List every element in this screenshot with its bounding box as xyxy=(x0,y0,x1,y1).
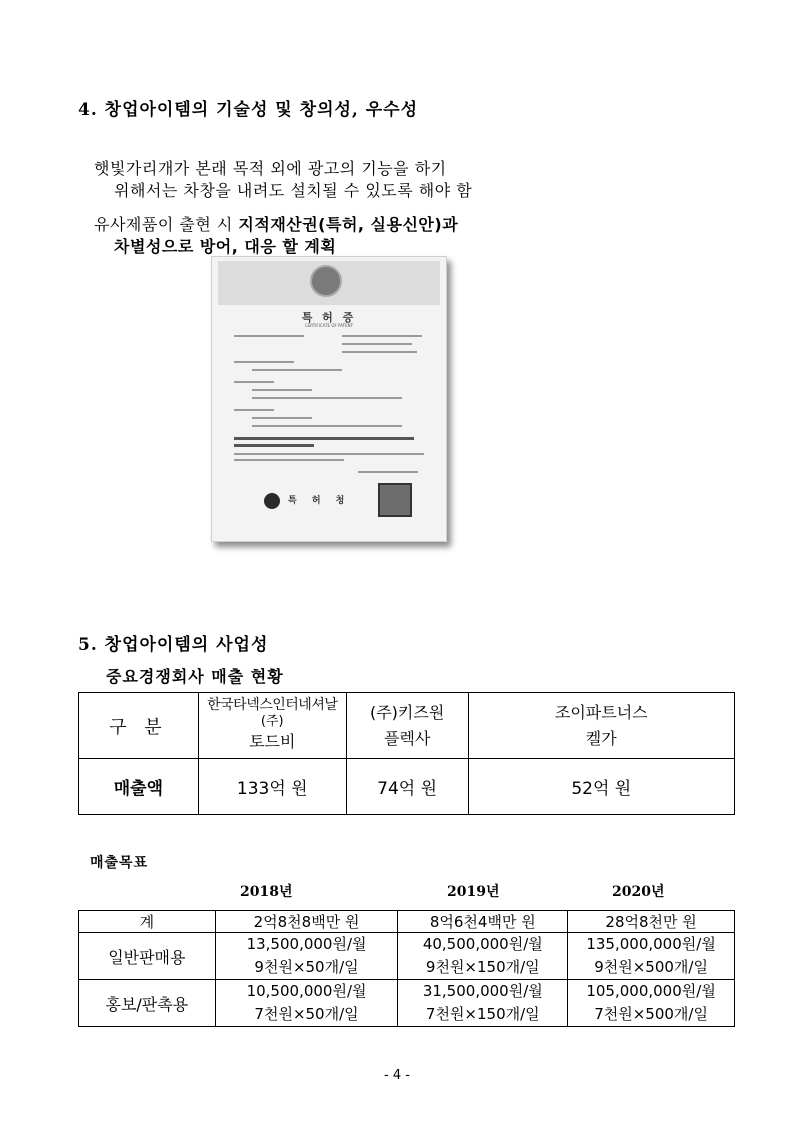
year-label: 2018년 xyxy=(240,884,293,900)
paragraph-2-line-1 xyxy=(94,214,458,236)
certificate-title: 특 허 증 xyxy=(301,311,357,324)
target-cell xyxy=(398,933,568,980)
total-value: 28억8천만 원 xyxy=(568,911,735,933)
certificate-text-line xyxy=(234,459,344,461)
company-product: 켈가 xyxy=(585,728,617,748)
table-row xyxy=(79,911,735,933)
total-label: 계 xyxy=(79,911,216,933)
table-row xyxy=(79,693,735,759)
competitor-table xyxy=(78,692,735,815)
year-label: 2019년 xyxy=(447,884,500,900)
daily-detail: 7천원×50개/일 xyxy=(254,1005,359,1023)
monthly-amount: 10,500,000원/월 xyxy=(246,982,367,1000)
paragraph-2-text: 유사제품이 출현 시 xyxy=(94,215,239,234)
total-value: 2억8천8백만 원 xyxy=(215,911,398,933)
certificate-text-line xyxy=(234,437,414,440)
paragraph-2-line-2: 차별성으로 방어, 대응 할 계획 xyxy=(114,237,337,256)
competitor-heading: 중요경쟁회사 매출 현황 xyxy=(106,667,284,686)
monthly-amount: 13,500,000원/월 xyxy=(246,935,367,953)
target-cell xyxy=(568,933,735,980)
certificate-text-line xyxy=(234,453,424,455)
row-label: 일반판매용 xyxy=(79,933,216,980)
target-cell xyxy=(215,933,398,980)
certificate-text-line xyxy=(252,389,312,391)
company-name: (주)키즈원 xyxy=(369,702,445,722)
monthly-amount: 135,000,000원/월 xyxy=(586,935,716,953)
certificate-text-line xyxy=(252,417,312,419)
certificate-stamp-icon xyxy=(378,483,412,517)
monthly-amount: 31,500,000원/월 xyxy=(422,982,543,1000)
section-4-heading: 4. 창업아이템의 기술성 및 창의성, 우수성 xyxy=(78,100,419,120)
target-cell xyxy=(215,980,398,1027)
monthly-amount: 105,000,000원/월 xyxy=(586,982,716,1000)
certificate-text-line xyxy=(358,471,418,473)
page-number: - 4 - xyxy=(384,1068,410,1083)
sales-target-table xyxy=(78,910,735,1027)
certificate-text-line xyxy=(234,361,294,363)
paragraph-1-line-2: 위해서는 차창을 내려도 설치될 수 있도록 해야 함 xyxy=(114,181,473,200)
company-cell xyxy=(468,693,734,759)
row-label: 홍보/판촉용 xyxy=(79,980,216,1027)
certificate-text-line xyxy=(234,335,304,337)
certificate-seal-icon xyxy=(310,265,342,297)
target-cell xyxy=(568,980,735,1027)
company-name: 조이파트너스 xyxy=(554,702,648,722)
company-cell xyxy=(198,693,346,759)
patent-certificate-image xyxy=(211,256,447,542)
table-row xyxy=(79,933,735,980)
label-header: 구 분 xyxy=(79,693,199,759)
company-product: 플렉사 xyxy=(383,728,431,748)
target-heading: 매출목표 xyxy=(90,855,149,871)
certificate-text-line xyxy=(234,444,314,447)
revenue-value: 52억 원 xyxy=(468,759,734,815)
paragraph-1-line-1: 햇빛가리개가 본래 목적 외에 광고의 기능을 하기 xyxy=(94,159,447,178)
certificate-text-line xyxy=(252,397,402,399)
certificate-text-line xyxy=(252,425,402,427)
certificate-text-line xyxy=(342,351,417,353)
daily-detail: 9천원×50개/일 xyxy=(254,958,359,976)
certificate-text-line xyxy=(234,409,274,411)
total-value: 8억6천4백만 원 xyxy=(398,911,568,933)
company-name-suffix: (주) xyxy=(260,714,284,729)
certificate-text-line xyxy=(342,335,422,337)
certificate-text-line xyxy=(342,343,412,345)
table-row xyxy=(79,759,735,815)
revenue-label: 매출액 xyxy=(79,759,199,815)
daily-detail: 9천원×500개/일 xyxy=(594,958,708,976)
company-product: 토드비 xyxy=(249,732,296,751)
monthly-amount: 40,500,000원/월 xyxy=(422,935,543,953)
daily-detail: 7천원×500개/일 xyxy=(594,1005,708,1023)
target-cell xyxy=(398,980,568,1027)
daily-detail: 7천원×150개/일 xyxy=(425,1005,540,1023)
kipo-logo-icon xyxy=(264,493,280,509)
certificate-text-line xyxy=(234,381,274,383)
paragraph-2-emphasis: 지적재산권(특허, 실용신안)과 xyxy=(238,215,459,234)
company-cell xyxy=(346,693,468,759)
revenue-value: 133억 원 xyxy=(198,759,346,815)
year-label: 2020년 xyxy=(612,884,665,900)
certificate-text-line xyxy=(252,369,342,371)
table-row xyxy=(79,980,735,1027)
company-name: 한국타넥스인터네셔날 xyxy=(207,697,338,713)
certificate-issuer: 특 허 청 xyxy=(288,496,351,506)
revenue-value: 74억 원 xyxy=(346,759,468,815)
section-5-heading: 5. 창업아이템의 사업성 xyxy=(78,635,269,655)
certificate-subtitle: CERTIFICATE OF PATENT xyxy=(304,323,354,328)
daily-detail: 9천원×150개/일 xyxy=(425,958,540,976)
